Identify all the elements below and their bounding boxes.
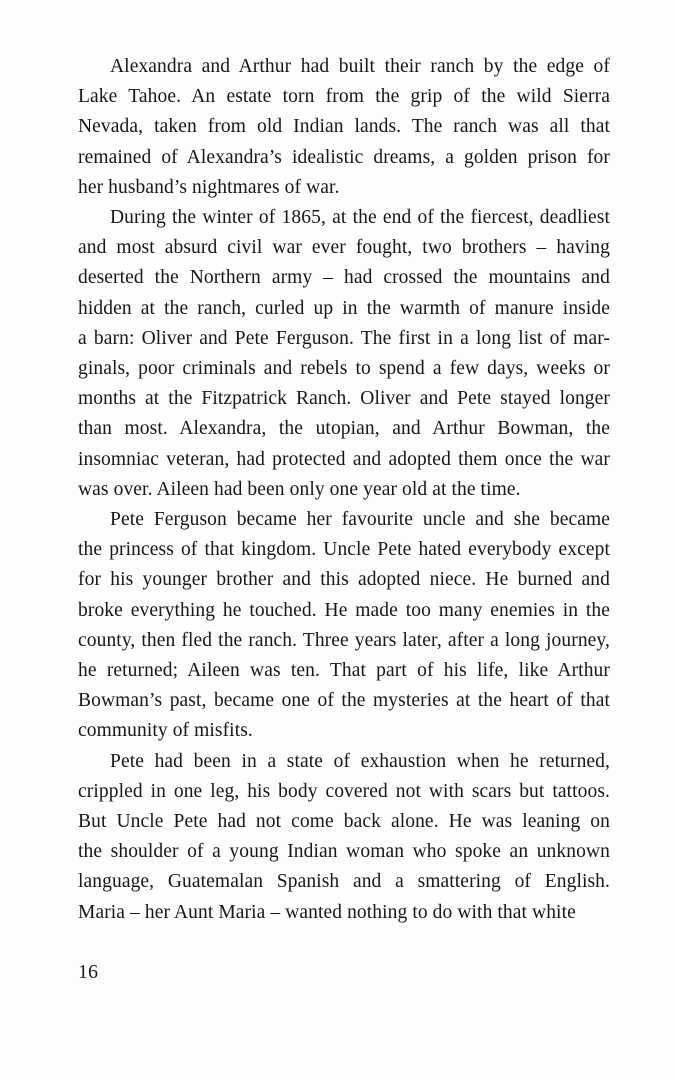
text-line: her husband’s nightmares of war.	[78, 176, 340, 198]
text-line: he returned; Aileen was ten. That part of his life, like Arthur	[78, 660, 610, 682]
text-line: months at the Fitzpatrick Ranch. Oliver and Pete stayed longer	[78, 388, 610, 410]
text-line: a barn: Oliver and Pete Ferguson. The first in a long list of mar-	[78, 327, 610, 349]
text-line: county, then fled the ranch. Three years later, after a long journey,	[78, 629, 610, 651]
text-line: Maria – her Aunt Maria – wanted nothing to do with that white	[78, 901, 576, 923]
text-line: Bowman’s past, became one of the mysteries at the heart of that	[78, 690, 610, 712]
text-line: community of misfits.	[78, 720, 253, 742]
text-line: was over. Aileen had been only one year old at the time.	[78, 478, 521, 500]
text-line: But Uncle Pete had not come back alone. He was leaning on	[78, 811, 610, 833]
text-line: and most absurd civil war ever fought, two brothers – having	[78, 237, 610, 259]
text-line: crippled in one leg, his body covered not with scars but tattoos.	[78, 780, 610, 802]
text-line: Pete Ferguson became her favourite uncle and she became	[110, 509, 610, 531]
text-line: the princess of that kingdom. Uncle Pete hated everybody except	[78, 539, 610, 561]
text-line: insomniac veteran, had protected and adopted them once the war	[78, 448, 610, 470]
text-line: for his younger brother and this adopted niece. He burned and	[78, 569, 610, 591]
text-line: remained of Alexandra’s idealistic dreams, a golden prison for	[78, 146, 610, 168]
text-line: Alexandra and Arthur had built their ranch by the edge of	[110, 56, 610, 77]
text-line: Lake Tahoe. An estate torn from the grip of the wild Sierra	[78, 86, 610, 108]
text-line: Nevada, taken from old Indian lands. The ranch was all that	[78, 116, 610, 138]
text-line: broke everything he touched. He made too many enemies in the	[78, 599, 610, 621]
page-text	[78, 52, 610, 928]
text-line: Pete had been in a state of exhaustion when he returned,	[110, 750, 610, 772]
text-line: language, Guatemalan Spanish and a smattering of English.	[78, 871, 610, 893]
text-line: the shoulder of a young Indian woman who spoke an unknown	[78, 841, 610, 863]
text-line: During the winter of 1865, at the end of the fiercest, deadliest	[110, 207, 610, 229]
text-line: deserted the Northern army – had crossed the mountains and	[78, 267, 610, 289]
text-line: hidden at the ranch, curled up in the warmth of manure inside	[78, 297, 610, 319]
text-line: ginals, poor criminals and rebels to spend a few days, weeks or	[78, 358, 610, 380]
text-line: than most. Alexandra, the utopian, and Arthur Bowman, the	[78, 418, 610, 440]
page-number: 16	[78, 961, 98, 983]
